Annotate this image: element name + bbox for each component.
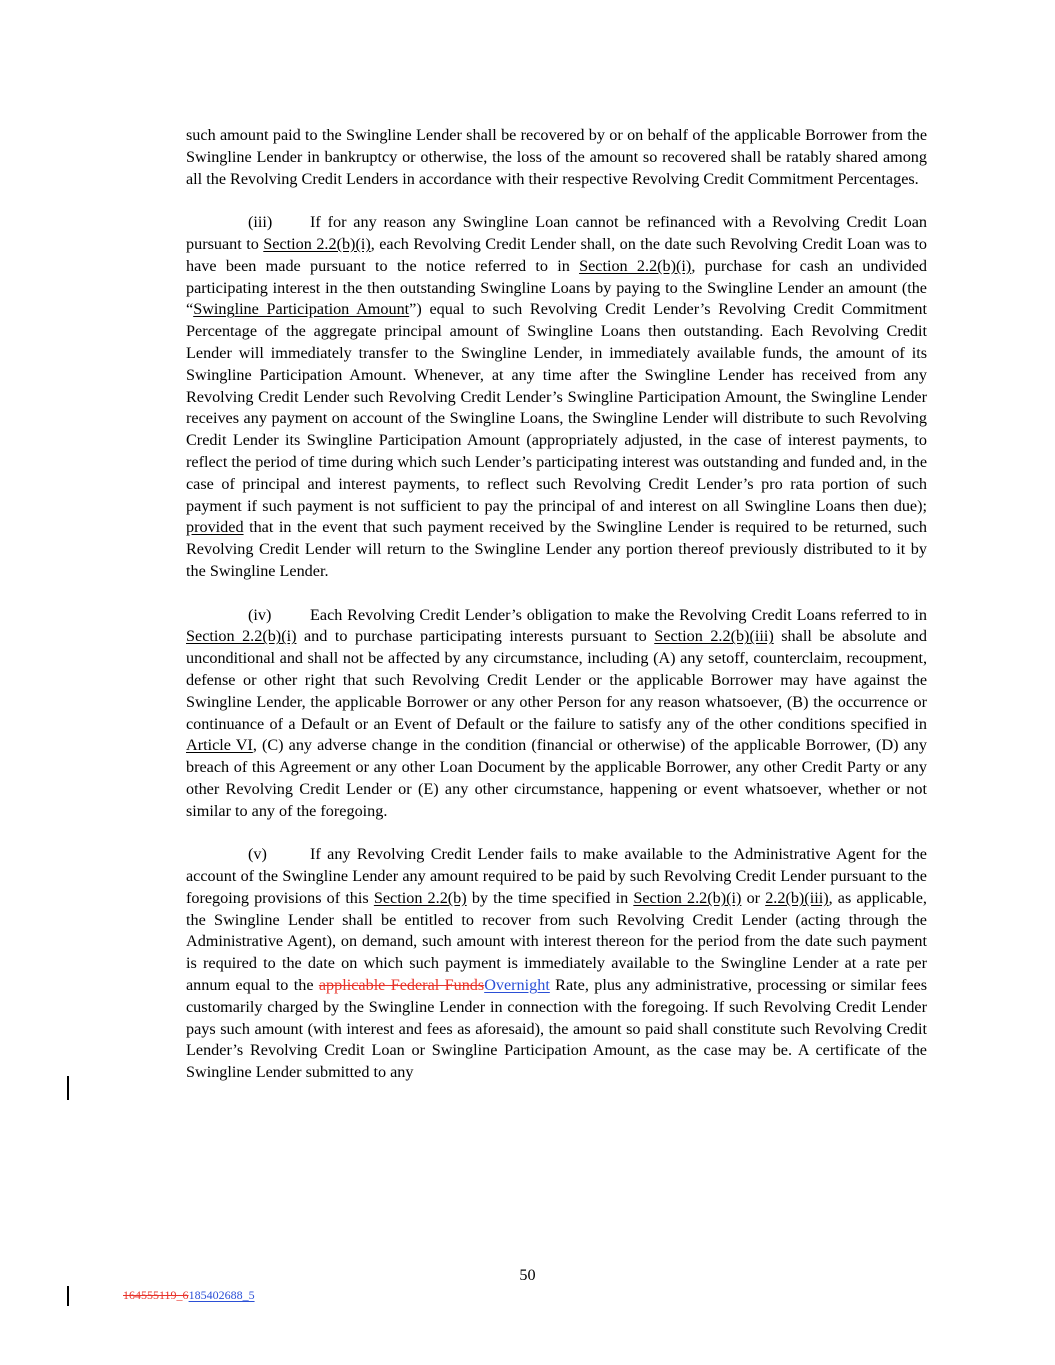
provided-term: provided	[186, 518, 244, 537]
inserted-doc-id: 185402688_5	[188, 1288, 255, 1302]
section-reference: Section 2.2(b)(i)	[633, 888, 742, 907]
defined-term: Swingline Participation Amount	[193, 300, 410, 319]
section-reference: Section 2.2(b)(i)	[579, 256, 692, 275]
paragraph-iv: (iv) Each Revolving Credit Lender’s obligation to make the Revolving Credit Loans referred to in Section 2.2(b)(i) and to purchase participating interests pursuant to Section 2.2(b)(iii) shall be absolute and unconditional and shall not be affected by any circumstance, including (A) any setoff, counterclaim, recoupment, defense or other right that such Revolving Credit Lender or the applicable Borrower may have against the Swingline Lender, the applicable Borrower or any other Person for any reason whatsoever, (B) the occurrence or continuance of a Default or an Event of Default or the failure to satisfy any of the other conditions specified in Article VI, (C) any adverse change in the condition (financial or otherwise) of the applicable Borrower, (D) any breach of this Agreement or any other Loan Document by the applicable Borrower, any other Credit Party or any other Revolving Credit Lender or (E) any other circumstance, happening or event whatsoever, whether or not similar to any of the foregoing.	[186, 605, 927, 820]
clause-number: (iii)	[248, 213, 273, 232]
article-reference: Article VI	[186, 736, 253, 755]
change-bar-footer	[67, 1286, 69, 1306]
deleted-text: applicable Federal Funds	[318, 976, 485, 995]
change-bar-paragraph-v	[67, 1076, 69, 1100]
deleted-doc-id: 164555119_6	[123, 1288, 189, 1302]
clause-number: (iv)	[248, 605, 272, 624]
section-reference: Section 2.2(b)(iii)	[654, 627, 774, 646]
paragraph-v: (v) If any Revolving Credit Lender fails to make available to the Administrative Agent for the account of the Swingline Lender any amount required to be paid by such Revolving Credit Lender pursuant to the foregoing provisions of this Section 2.2(b) by the time specified in Section 2.2(b)(i) or 2.2(b)(iii), as applicable, the Swingline Lender shall be entitled to recover from such Revolving Credit Lender (acting through the Administrative Agent), on demand, such amount with interest thereon for the period from the date such payment is required to the date on which such payment is immediately available to the Swingline Lender at a rate per annum equal to the applicable Federal FundsOvernight Rate, plus any administrative, processing or similar fees customarily charged by the Swingline Lender in connection with the foregoing. If such Revolving Credit Lender pays such amount (with interest and fees as aforesaid), the amount so paid shall constitute such Revolving Credit Lender’s Revolving Credit Loan or Swingline Participation Amount, as the case may be. A certificate of the Swingline Lender submitted to any	[186, 845, 928, 1082]
section-reference: 2.2(b)(iii)	[765, 888, 829, 907]
paragraph-iii: (iii) If for any reason any Swingline Loan cannot be refinanced with a Revolving Credit Loan pursuant to Section 2.2(b)(i), each Revolving Credit Lender shall, on the date such Revolving Credit Loan was to have been made pursuant to the notice referred to in Section 2.2(b)(i), purchase for cash an undivided participating interest in the then outstanding Swingline Loans by paying to the Swingline Lender an amount (the “Swingline Participation Amount”) equal to such Revolving Credit Lender’s Revolving Credit Commitment Percentage of the aggregate principal amount of Swingline Loans then outstanding. Each Revolving Credit Lender will immediately transfer to the Swingline Lender, in immediately available funds, the amount of its Swingline Participation Amount. Whenever, at any time after the Swingline Lender has received from any Revolving Credit Lender such Revolving Credit Lender’s Swingline Participation Amount, the Swingline Lender receives any payment on account of the Swingline Loans, the Swingline Lender will distribute to such Revolving Credit Lender its Swingline Participation Amount (appropriately adjusted, in the case of interest payments, to reflect the period of time during which such Lender’s participating interest was outstanding and funded and, in the case of principal and interest payments, to reflect such Revolving Credit Lender’s pro rata portion of such payment if such payment is not sufficient to pay the principal of and interest on all Swingline Loans then due); provided that in the event that such payment received by the Swingline Lender is required to be returned, such Revolving Credit Lender will return to the Swingline Lender any portion thereof previously distributed to it by the Swingline Lender.	[186, 213, 927, 580]
section-reference: Section 2.2(b)	[373, 888, 467, 907]
inserted-text: Overnight	[484, 976, 550, 995]
section-reference: Section 2.2(b)(i)	[263, 234, 371, 253]
paragraph-continuation: such amount paid to the Swingline Lender shall be recovered by or on behalf of the applicable Borrower from the Swingline Lender in bankruptcy or otherwise, the loss of the amount so recovered shall be ratably shared among all the Revolving Credit Lenders in accordance with their respective Revolving Credit Commitment Percentages.	[186, 126, 927, 188]
page-number: 50	[519, 1266, 536, 1284]
document-id	[123, 1288, 255, 1303]
clause-number: (v)	[248, 845, 267, 864]
section-reference: Section 2.2(b)(i)	[186, 627, 297, 646]
document-page	[186, 125, 927, 1084]
